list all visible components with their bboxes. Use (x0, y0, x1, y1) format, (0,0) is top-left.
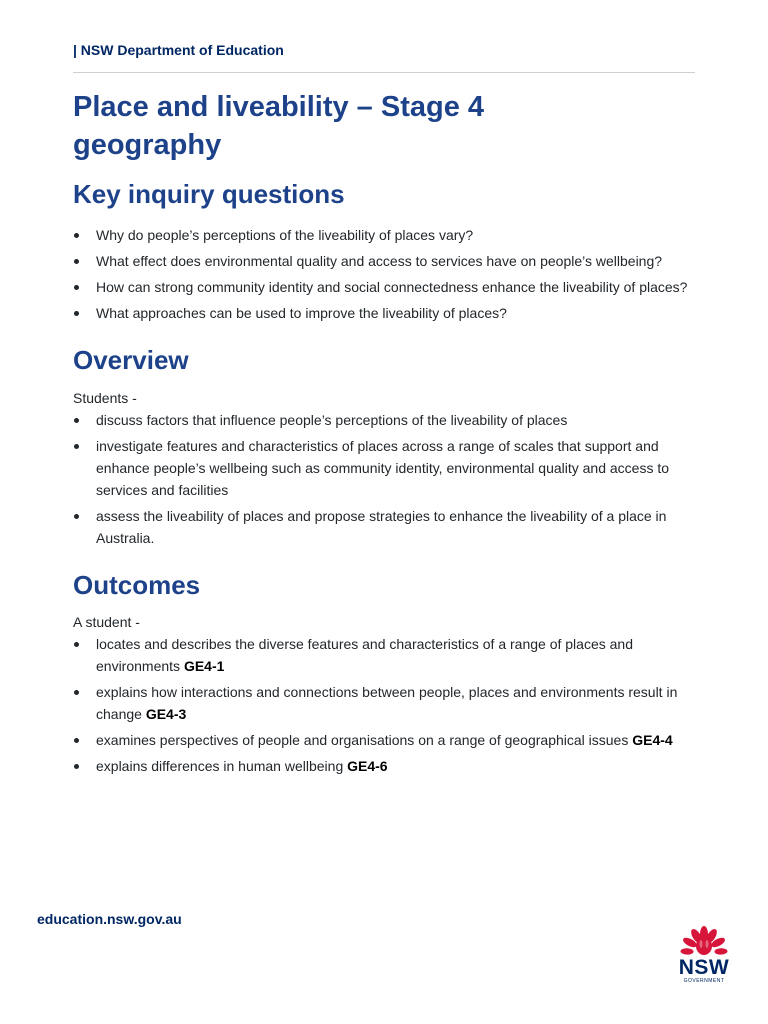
outcome-code: GE4-6 (347, 758, 388, 774)
outcomes-intro: A student - (73, 614, 140, 630)
list-item: What effect does environmental quality and access to services have on people’s wellbeing? (73, 250, 698, 272)
list-item: investigate features and characteristics of places across a range of scales that support and enhance people’s wellbeing such as community identity, environmental quality and access to services and facilities (73, 435, 698, 501)
nsw-government-logo (673, 926, 735, 986)
outcome-code: GE4-3 (145, 706, 187, 722)
outcome-code: GE4-1 (183, 658, 225, 674)
list-item: How can strong community identity and social connectedness enhance the liveability of places? (73, 276, 698, 298)
outcomes-list (73, 633, 698, 777)
waratah-icon (673, 926, 735, 958)
outcome-text: examines perspectives of people and organisations on a range of geographical issues (96, 732, 629, 748)
overview-intro: Students - (73, 390, 137, 406)
outcome-text: explains how interactions and connections between people, places and environments result in change (96, 684, 678, 722)
document-body (73, 88, 698, 781)
page-title: Place and liveability – Stage 4 geography (73, 91, 485, 161)
key-inquiry-list (73, 224, 698, 324)
list-item: What approaches can be used to improve the liveability of places? (73, 302, 698, 324)
department-header: | NSW Department of Education (73, 42, 284, 58)
list-item: discuss factors that influence people’s perceptions of the liveability of places (73, 409, 698, 431)
overview-list (73, 409, 698, 549)
list-item (73, 755, 698, 777)
outcome-code: GE4-4 (632, 732, 673, 748)
logo-subtext: GOVERNMENT (683, 978, 725, 984)
list-item (73, 681, 698, 725)
list-item (73, 633, 698, 677)
outcomes-heading: Outcomes (73, 570, 201, 600)
outcome-text: locates and describes the diverse features and characteristics of a range of places and environments (96, 636, 633, 674)
outcome-text: explains differences in human wellbeing (96, 758, 344, 774)
logo-wordmark: NSW (678, 956, 730, 979)
key-inquiry-heading: Key inquiry questions (73, 179, 345, 209)
overview-heading: Overview (73, 345, 189, 375)
header-divider (73, 72, 695, 73)
list-item (73, 729, 698, 751)
list-item: assess the liveability of places and propose strategies to enhance the liveability of a place in Australia. (73, 505, 698, 549)
footer-website-link[interactable]: education.nsw.gov.au (37, 911, 182, 927)
list-item: Why do people’s perceptions of the liveability of places vary? (73, 224, 698, 246)
